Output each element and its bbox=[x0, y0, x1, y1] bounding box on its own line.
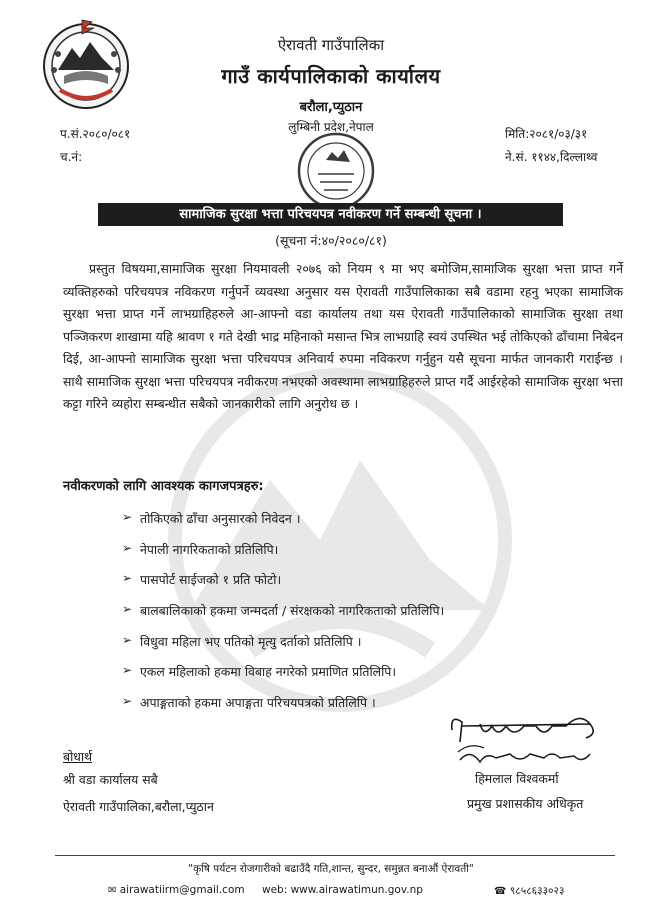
notice-title-banner: सामाजिक सुरक्षा भत्ता परिचयपत्र नवीकरण गर्ने सम्बन्धी सूचना । bbox=[98, 203, 563, 226]
mail-icon: ✉ bbox=[108, 885, 117, 896]
arrow-bullet-icon: ➢ bbox=[122, 632, 133, 647]
phone-icon: ☎ bbox=[494, 886, 507, 897]
arrow-bullet-icon: ➢ bbox=[122, 540, 133, 555]
footer-website: web: www.airawatimun.gov.np bbox=[262, 884, 423, 896]
signer-name: हिमलाल विश्वकर्मा bbox=[475, 771, 559, 786]
arrow-bullet-icon: ➢ bbox=[122, 602, 133, 617]
arrow-bullet-icon: ➢ bbox=[122, 510, 133, 524]
footer-phone: ☎ ९८५८६३३०२३ bbox=[494, 885, 565, 897]
notice-body: प्रस्तुत विषयमा,सामाजिक सुरक्षा नियमावली २०७६ को नियम ९ मा भए बमोजिम,सामाजिक सुरक्षा भत्ता प्राप्त गर्ने व्यक्तिहरुको परिचयपत्र नविकरण गर्नुपर्ने व्यवस्था अनुसार यस ऐरावती गाउँपालिकाका सबै वडामा रहनु भएका सामाजिक सुरक्षा भत्ता प्राप्त गर्ने लाभग्राहिहरुले आ-आफ्नो वडा कार्यालय तथा यस ऐरावती गाउँपालिकाको सामाजिक सुरक्षा तथा पञ्जिकरण शाखामा यहि श्रावण १ गते देखी भाद्र महिनाको मसान्त भित्र लाभग्राहि स्वयं उपस्थित भई तोकिएको ढाँचामा निबेदन दिई, आ-आफ्नो सामाजिक सुरक्षा भत्ता परिचयपत्र अनिवार्य रुपमा नविकरण गर्नुहुन यसै सूचना मार्फत जानकारी गराईन्छ । साथै सामाजिक सुरक्षा भत्ता परिचयपत्र नवीकरण नभएको अवस्थामा लाभग्राहिहरुले प्राप्त गर्दै आईरहेको सामाजिक सुरक्षा भत्ता कट्टा गरिने व्यहोरा सम्बन्धीत सबैको जानकारीको लागि अनुरोध छ । bbox=[63, 261, 623, 411]
notice-number: (सूचना नं:४०/२०८०/८१) bbox=[275, 233, 387, 248]
footer-slogan: "कृषि पर्यटन रोजगारीको बढाउँदै गति,शान्त, सुन्दर, समुन्नत बनाऔं ऐरावती" bbox=[188, 863, 474, 875]
signer-title: प्रमुख प्रशासकीय अधिकृत bbox=[467, 796, 584, 811]
office-stamp bbox=[296, 130, 376, 212]
arrow-bullet-icon: ➢ bbox=[122, 663, 133, 678]
documents-heading: नवीकरणको लागि आवश्यक कागजपत्रहरु: bbox=[63, 479, 264, 494]
org-name: ऐरावती गाउँपालिका bbox=[277, 36, 385, 54]
footer-divider bbox=[55, 855, 615, 856]
cc-line: ऐरावती गाउँपालिका,बरौला,प्युठान bbox=[63, 799, 214, 814]
list-item: ➢ अपाङ्गताको हकमा अपाङ्गता परिचयपत्रको प्रतिलिपि । bbox=[122, 694, 376, 711]
cc-heading: बोधार्थ bbox=[63, 749, 93, 764]
list-item: ➢ तोकिएको ढाँचा अनुसारको निवेदन । bbox=[122, 510, 301, 526]
footer-email: ✉ airawatiirm@gmail.com bbox=[108, 884, 245, 896]
office-address: बरौला,प्युठान bbox=[299, 100, 363, 115]
list-item: ➢ विधुवा महिला भए पतिको मृत्यु दर्ताको प्रतिलिपि । bbox=[122, 632, 362, 649]
arrow-bullet-icon: ➢ bbox=[122, 694, 133, 709]
nepal-sambat-date: ने.सं. ११४४,दिल्लाथ्व bbox=[505, 150, 598, 164]
list-item: ➢ पासपोर्ट साईजको १ प्रति फोटो। bbox=[122, 571, 282, 588]
province: लुम्बिनी प्रदेश,नेपाल bbox=[288, 120, 374, 134]
letter-date: मिति:२०८१/०३/३१ bbox=[505, 127, 588, 141]
list-item: ➢ एकल महिलाको हकमा विबाह नगरेको प्रमाणित प्रतिलिपि। bbox=[122, 663, 397, 680]
list-item: ➢ नेपाली नागरिकताको प्रतिलिपि। bbox=[122, 540, 279, 557]
dispatch-number: च.नं: bbox=[60, 150, 83, 164]
handwritten-signature bbox=[440, 712, 610, 778]
arrow-bullet-icon: ➢ bbox=[122, 571, 133, 586]
office-title: गाउँ कार्यपालिकाको कार्यालय bbox=[221, 64, 441, 88]
cc-line: श्री वडा कार्यालय सबै bbox=[63, 772, 158, 787]
letter-ref-number: प.सं.२०८०/०८१ bbox=[60, 127, 131, 141]
list-item: ➢ बालबालिकाको हकमा जन्मदर्ता / संरक्षकको नागरिकताको प्रतिलिपि। bbox=[122, 602, 445, 619]
documents-list bbox=[122, 510, 444, 725]
